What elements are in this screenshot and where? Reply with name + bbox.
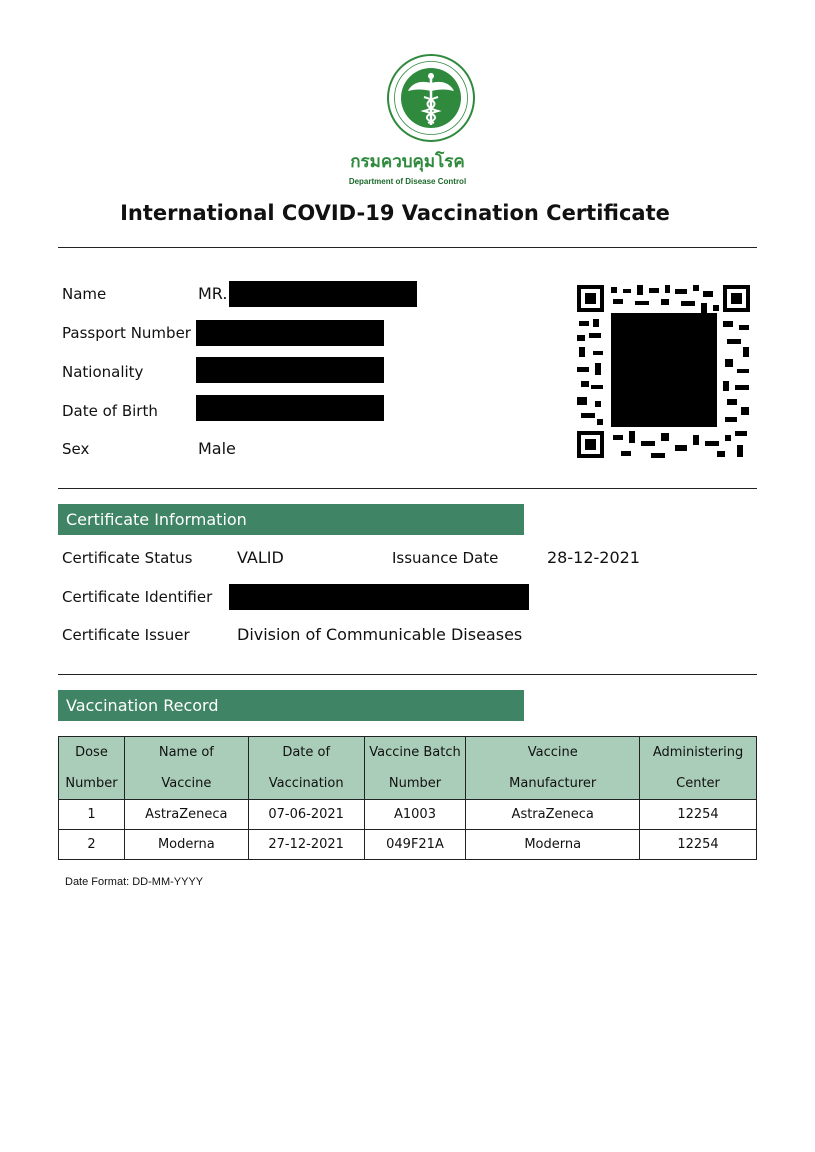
org-name-thai: กรมควบคุมโรค — [350, 152, 465, 172]
passport-label: Passport Number — [62, 324, 191, 342]
vaccination-section-header: Vaccination Record — [58, 690, 524, 721]
name-prefix: MR. — [198, 284, 228, 303]
vaccination-table — [58, 736, 757, 860]
header-batch-number: Vaccine Batch Number — [364, 737, 466, 800]
manufacturer-cell: Moderna — [466, 830, 640, 860]
table-header-row — [59, 737, 757, 800]
header-vaccination-date: Date of Vaccination — [248, 737, 364, 800]
certificate-identifier-redaction — [229, 584, 529, 610]
manufacturer-cell: AstraZeneca — [466, 800, 640, 830]
nationality-label: Nationality — [62, 363, 144, 381]
name-redaction — [229, 281, 417, 307]
sex-value: Male — [198, 439, 236, 458]
vaccine-name-cell: AstraZeneca — [124, 800, 248, 830]
vaccination-date-cell: 07-06-2021 — [248, 800, 364, 830]
certificate-status-label: Certificate Status — [62, 549, 193, 567]
vaccine-name-cell: Moderna — [124, 830, 248, 860]
table-row — [59, 830, 757, 860]
dose-number-cell: 2 — [59, 830, 125, 860]
batch-number-cell: 049F21A — [364, 830, 466, 860]
certificate-section-header: Certificate Information — [58, 504, 524, 535]
dob-label: Date of Birth — [62, 402, 158, 420]
issuance-date-label: Issuance Date — [392, 549, 499, 567]
header-administering-center: Administering Center — [640, 737, 757, 800]
ministry-logo — [386, 53, 476, 143]
page-title: International COVID-19 Vaccination Certificate — [120, 201, 670, 225]
divider — [58, 674, 757, 675]
org-name-english: Department of Disease Control — [348, 177, 467, 186]
passport-redaction — [196, 320, 384, 346]
vaccination-date-cell: 27-12-2021 — [248, 830, 364, 860]
header-dose-number: Dose Number — [59, 737, 125, 800]
dob-redaction — [196, 395, 384, 421]
header-vaccine-name: Name of Vaccine — [124, 737, 248, 800]
divider — [58, 488, 757, 489]
certificate-issuer-label: Certificate Issuer — [62, 626, 190, 644]
name-label: Name — [62, 285, 107, 303]
center-cell: 12254 — [640, 800, 757, 830]
center-cell: 12254 — [640, 830, 757, 860]
divider — [58, 247, 757, 248]
sex-label: Sex — [62, 440, 90, 458]
dose-number-cell: 1 — [59, 800, 125, 830]
nationality-redaction — [196, 357, 384, 383]
header-manufacturer: Vaccine Manufacturer — [466, 737, 640, 800]
batch-number-cell: A1003 — [364, 800, 466, 830]
certificate-status-value: VALID — [237, 548, 284, 567]
issuance-date-value: 28-12-2021 — [547, 548, 640, 567]
table-row — [59, 800, 757, 830]
date-format-note: Date Format: DD-MM-YYYY — [65, 876, 204, 888]
certificate-identifier-label: Certificate Identifier — [62, 588, 213, 606]
qr-code — [577, 285, 750, 458]
certificate-issuer-value: Division of Communicable Diseases — [237, 625, 523, 644]
